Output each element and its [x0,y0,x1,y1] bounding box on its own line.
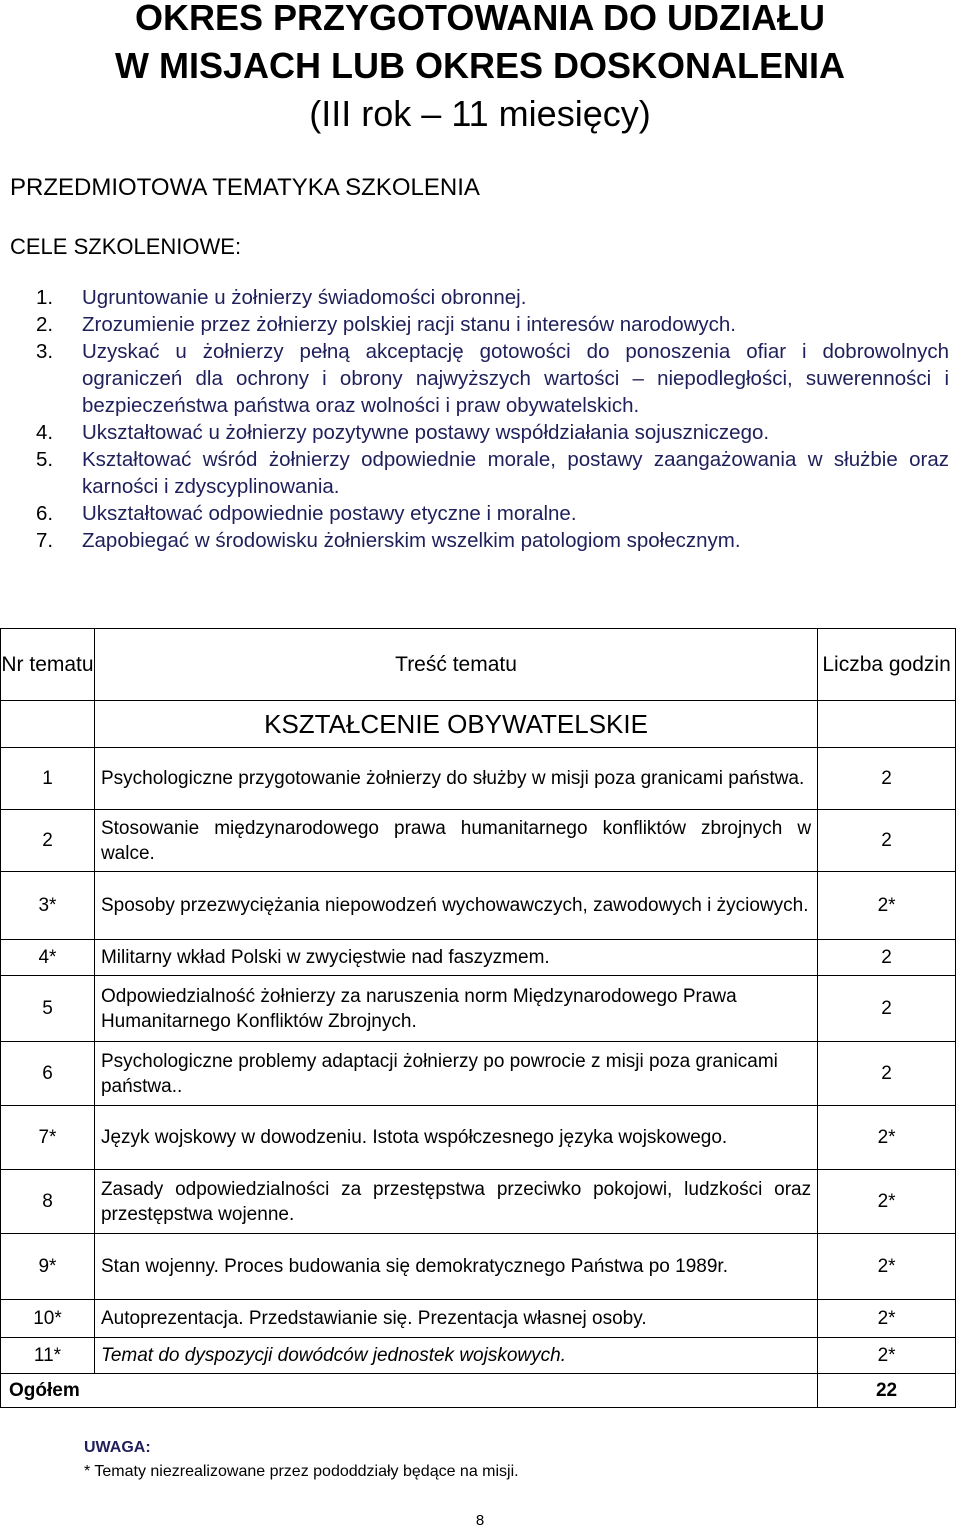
title-line-2: W MISJACH LUB OKRES DOSKONALENIA [114,45,846,86]
table-row [1,1300,956,1338]
topic-number: 9* [1,1234,95,1300]
topic-hours: 2* [818,1338,956,1374]
goal-number: 5. [36,448,54,471]
topic-number: 5 [1,976,95,1042]
note-text: * Tematy niezrealizowane przez pododdziały będące na misji. [84,1463,519,1480]
document-title [0,0,960,138]
table-row [1,1234,956,1300]
table-row [1,1106,956,1170]
goal-number: 6. [36,502,54,525]
topic-number: 11* [1,1338,95,1374]
note-heading: UWAGA: [84,1439,151,1456]
header-topic-number: Nr tematu [1,629,95,701]
goal-item [36,311,949,338]
table-row [1,940,956,976]
goals-heading: CELE SZKOLENIOWE: [10,234,242,259]
topic-hours: 2* [818,1170,956,1234]
topic-number: 7* [1,1106,95,1170]
goal-text: Kształtować wśród żołnierzy odpowiednie morale, postawy zaangażowania w służbie oraz karności i zdyscyplinowania. [82,448,949,498]
topic-number: 2 [1,810,95,872]
goal-number: 4. [36,421,54,444]
goal-item [36,419,949,446]
page-number: 8 [475,1512,485,1529]
goal-text: Zapobiegać w środowisku żołnierskim wszelkim patologiom społecznym. [82,529,741,552]
topic-number: 8 [1,1170,95,1234]
topic-hours: 2 [818,940,956,976]
total-value: 22 [818,1374,956,1408]
topic-text: Odpowiedzialność żołnierzy za naruszenia norm Międzynarodowego Prawa Humanitarnego Konfliktów Zbrojnych. [94,976,817,1042]
header-topic-content: Treść tematu [94,629,817,701]
topic-text: Sposoby przezwyciężania niepowodzeń wychowawczych, zawodowych i życiowych. [94,872,817,940]
goals-list [36,284,949,554]
goal-text: Zrozumienie przez żołnierzy polskiej racji stanu i interesów narodowych. [82,313,736,336]
goal-number: 1. [36,286,54,309]
topic-hours: 2* [818,1106,956,1170]
topic-hours: 2* [818,872,956,940]
total-row [1,1374,956,1408]
table-row [1,1170,956,1234]
goal-item [36,446,949,500]
goal-text: Ukształtować odpowiednie postawy etyczne i moralne. [82,502,577,525]
topic-text: Temat do dyspozycji dowódców jednostek wojskowych. [94,1338,817,1374]
goal-text: Ugruntowanie u żołnierzy świadomości obronnej. [82,286,527,309]
topic-text: Stan wojenny. Proces budowania się demokratycznego Państwa po 1989r. [94,1234,817,1300]
topic-hours: 2 [818,748,956,810]
table-header-row [1,629,956,701]
topic-text: Zasady odpowiedzialności za przestępstwa przeciwko pokojowi, ludzkości oraz przestępstwa wojenne. [94,1170,817,1234]
goal-number: 7. [36,529,54,552]
topic-number: 1 [1,748,95,810]
topic-text: Autoprezentacja. Przedstawianie się. Prezentacja własnej osoby. [94,1300,817,1338]
header-hours: Liczba godzin [818,629,956,701]
topic-hours: 2 [818,1042,956,1106]
topic-hours: 2* [818,1234,956,1300]
topic-number: 6 [1,1042,95,1106]
training-plan-table [0,628,956,1408]
topic-text: Stosowanie międzynarodowego prawa humanitarnego konfliktów zbrojnych w walce. [94,810,817,872]
title-line-1: OKRES PRZYGOTOWANIA DO UDZIAŁU [134,0,825,38]
topic-number: 4* [1,940,95,976]
subtitle: (III rok – 11 miesięcy) [309,93,651,134]
table-row [1,1338,956,1374]
goal-text: Uzyskać u żołnierzy pełną akceptację gotowości do ponoszenia ofiar i dobrowolnych ograniczeń dla ochrony i obrony najwyższych wartości – niepodległości, suwerenności i bezpieczeństwa państwa oraz wolności i praw obywatelskich. [82,340,949,417]
topic-hours: 2 [818,976,956,1042]
topic-text: Militarny wkład Polski w zwycięstwie nad faszyzmem. [94,940,817,976]
table-row [1,810,956,872]
footnote [84,1436,519,1484]
goal-item [36,527,949,554]
topic-number: 3* [1,872,95,940]
section-title: KSZTAŁCENIE OBYWATELSKIE [94,701,817,748]
table-row [1,976,956,1042]
table-row [1,748,956,810]
goal-item [36,500,949,527]
table-row [1,1042,956,1106]
goal-text: Ukształtować u żołnierzy pozytywne postawy współdziałania sojuszniczego. [82,421,770,444]
topic-text: Psychologiczne przygotowanie żołnierzy do służby w misji poza granicami państwa. [94,748,817,810]
goal-number: 2. [36,313,54,336]
topic-text: Psychologiczne problemy adaptacji żołnierzy po powrocie z misji poza granicami państwa.. [94,1042,817,1106]
topic-text: Język wojskowy w dowodzeniu. Istota współczesnego języka wojskowego. [94,1106,817,1170]
table-row [1,872,956,940]
goal-item [36,338,949,419]
topic-number: 10* [1,1300,95,1338]
topic-hours: 2 [818,810,956,872]
goal-number: 3. [36,340,54,363]
goal-item [36,284,949,311]
total-label: Ogółem [1,1374,818,1408]
section-row [1,701,956,748]
subject-heading: PRZEDMIOTOWA TEMATYKA SZKOLENIA [10,174,480,201]
topic-hours: 2* [818,1300,956,1338]
